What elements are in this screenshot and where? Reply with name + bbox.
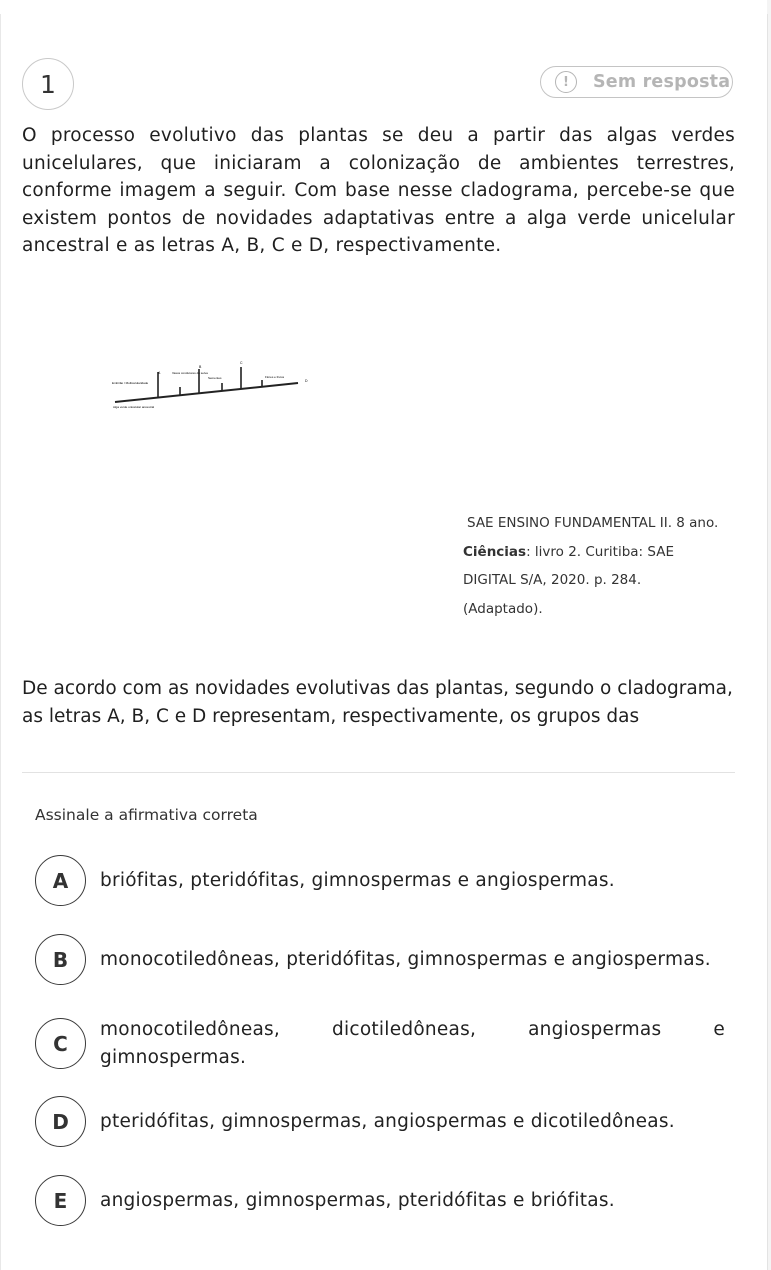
novelty-label-3: Sementes xyxy=(208,376,222,380)
option-text: monocotiledôneas, dicotiledôneas, angiospermas e gimnospermas. xyxy=(100,1019,725,1068)
image-citation xyxy=(463,509,733,623)
label-d: D xyxy=(305,379,308,383)
citation-line-2 xyxy=(463,538,733,567)
option-text: pteridófitas, gimnospermas, angiospermas e dicotiledôneas. xyxy=(100,1110,675,1132)
question-statement: O processo evolutivo das plantas se deu a partir das algas verdes unicelulares, que iniciaram a colonização de ambientes terrestres, conforme imagem a seguir. Com base nesse cladograma, percebe-se que existem pontos de novidades adaptativas entre a alga verde unicelular ancestral e as letras A, B, C e D, respectivamente. xyxy=(22,125,735,256)
ancestor-label: Alga verde unicelular ancestral xyxy=(113,405,155,409)
status-text: Sem resposta xyxy=(593,72,731,92)
question-number: 1 xyxy=(22,58,74,110)
option-letter: C xyxy=(35,1018,86,1069)
option-letter: D xyxy=(35,1096,86,1147)
instruction-text: Assinale a afirmativa correta xyxy=(35,806,258,824)
option-c[interactable] xyxy=(35,1016,725,1071)
novelty-label-1: Embrião / Multicelularidade xyxy=(112,381,149,385)
option-letter: A xyxy=(35,855,86,906)
option-letter: B xyxy=(35,934,86,985)
cladogram-main-line xyxy=(115,383,298,402)
option-letter: E xyxy=(35,1175,86,1226)
citation-title: Ciências xyxy=(463,543,527,560)
option-b[interactable] xyxy=(35,934,725,985)
option-text: monocotiledôneas, pteridófitas, gimnospermas e angiospermas. xyxy=(100,948,711,970)
novelty-label-4: Flores e frutos xyxy=(265,375,285,379)
label-b: B xyxy=(199,365,202,369)
novelty-label-2: Vasos condutores de seiva xyxy=(172,371,208,375)
option-d[interactable] xyxy=(35,1096,725,1147)
citation-line-3: DIGITAL S/A, 2020. p. 284. xyxy=(463,572,642,588)
top-bar xyxy=(0,0,768,15)
option-text: briófitas, pteridófitas, gimnospermas e angiospermas. xyxy=(100,869,615,891)
label-c: C xyxy=(240,361,243,365)
citation-line-4: (Adaptado). xyxy=(463,600,543,617)
option-a[interactable] xyxy=(35,855,725,906)
option-e[interactable] xyxy=(35,1175,725,1226)
alert-circle-icon: ! xyxy=(555,71,577,93)
question-prompt: De acordo com as novidades evolutivas das plantas, segundo o cladograma, as letras A, B, C e D representam, respectivamente, os grupos das xyxy=(22,678,733,727)
status-badge xyxy=(540,66,733,98)
option-text: angiospermas, gimnospermas, pteridófitas e briófitas. xyxy=(100,1189,615,1211)
citation-line-1: SAE ENSINO FUNDAMENTAL II. 8 ano. xyxy=(467,515,719,531)
divider xyxy=(22,772,735,773)
citation-line-2-rest: : livro 2. Curitiba: SAE xyxy=(526,543,674,560)
label-a: A xyxy=(158,371,161,375)
cladogram-image xyxy=(110,355,315,415)
